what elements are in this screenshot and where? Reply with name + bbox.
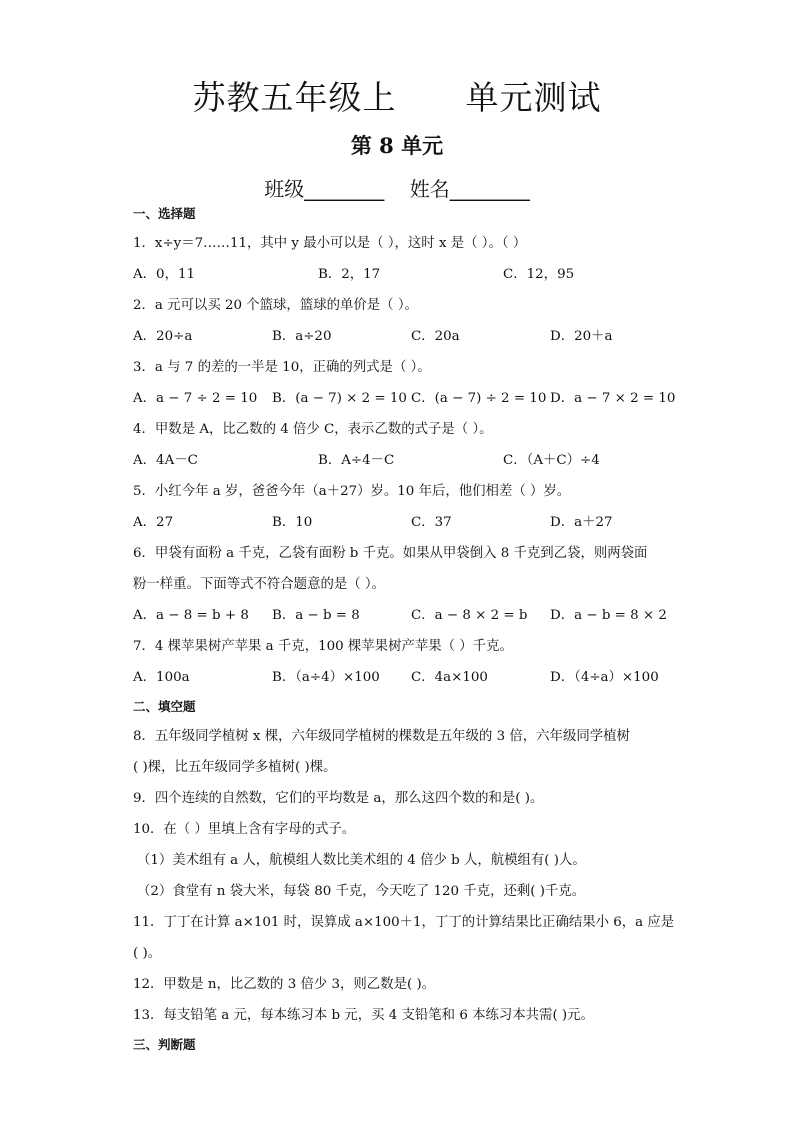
question-7: 7．4 棵苹果树产苹果 a 千克，100 棵苹果树产苹果（ ）千克。 (133, 639, 513, 654)
option-a: A．20÷a (133, 329, 193, 344)
option-b: B．A÷4－C (318, 453, 395, 468)
option-d: D．a＋27 (550, 515, 613, 530)
section-heading-judge: 三、判断题 (133, 1037, 196, 1052)
question-10: 10．在（ ）里填上含有字母的式子。 (133, 822, 356, 837)
option-b: B．a÷20 (272, 329, 332, 344)
question-11-continued: ( )。 (133, 946, 162, 961)
worksheet-content (133, 200, 693, 1059)
question-4: 4．甲数是 A，比乙数的 4 倍少 C，表示乙数的式子是（ ）。 (133, 422, 493, 437)
section-heading-choice: 一、选择题 (133, 206, 196, 221)
question-2: 2．a 元可以买 20 个篮球，篮球的单价是（ ）。 (133, 298, 418, 313)
option-a: A．a − 7 ÷ 2 = 10 (133, 391, 258, 406)
question-11: 11．丁丁在计算 a×101 时，误算成 a×100＋1，丁丁的计算结果比正确结果小 6，a 应是 (133, 915, 675, 930)
option-c: C．4a×100 (411, 670, 488, 685)
option-d: D．a − b = 8 × 2 (550, 608, 667, 623)
option-b: B．a − b = 8 (272, 608, 360, 623)
unit-subtitle: 第 8 单元 (350, 133, 444, 158)
question-7-options (133, 662, 693, 693)
option-c: C．37 (411, 515, 452, 530)
option-a: A．27 (133, 515, 174, 530)
question-13: 13．每支铅笔 a 元，每本练习本 b 元，买 4 支铅笔和 6 本练习本共需( )元。 (133, 1008, 594, 1023)
option-a: A．100a (133, 670, 190, 685)
option-a: A．0，11 (133, 267, 196, 282)
question-6-options (133, 600, 693, 631)
option-c: C．12，95 (503, 267, 575, 282)
section-heading-fill: 二、填空题 (133, 699, 196, 714)
option-b: B．(a − 7) × 2 = 10 (272, 391, 407, 406)
option-c: C．20a (411, 329, 460, 344)
question-4-options (133, 445, 693, 476)
page-title: 苏教五年级上 单元测试 (192, 78, 602, 117)
option-d: D．a − 7 × 2 = 10 (550, 391, 676, 406)
question-9: 9．四个连续的自然数，它们的平均数是 a，那么这四个数的和是( )。 (133, 791, 544, 806)
question-6: 6．甲袋有面粉 a 千克，乙袋有面粉 b 千克。如果从甲袋倒入 8 千克到乙袋，则两袋面 (133, 546, 648, 561)
question-5-options (133, 507, 693, 538)
question-12: 12．甲数是 n，比乙数的 3 倍少 3，则乙数是( )。 (133, 977, 436, 992)
question-2-options (133, 321, 693, 352)
option-b: B．10 (272, 515, 313, 530)
option-a: A．a − 8 = b + 8 (133, 608, 249, 623)
question-8-continued: ( )棵，比五年级同学多植树( )棵。 (133, 760, 337, 775)
question-6-continued: 粉一样重。下面等式不符合题意的是（ ）。 (133, 577, 385, 592)
option-c: C．（A＋C）÷4 (503, 453, 600, 468)
question-10-part-1: （1）美术组有 a 人，航模组人数比美术组的 4 倍少 b 人，航模组有( )人。 (137, 853, 586, 868)
question-8: 8．五年级同学植树 x 棵，六年级同学植树的棵数是五年级的 3 倍，六年级同学植树 (133, 729, 630, 744)
question-5: 5．小红今年 a 岁，爸爸今年（a＋27）岁。10 年后，他们相差（ ）岁。 (133, 484, 571, 499)
question-1: 1．x÷y＝7……11，其中 y 最小可以是（ ），这时 x 是（ ）。（ ） (133, 236, 527, 251)
question-3-options (133, 383, 693, 414)
question-3: 3．a 与 7 的差的一半是 10，正确的列式是（ ）。 (133, 360, 431, 375)
option-c: C．(a − 7) ÷ 2 = 10 (411, 391, 547, 406)
class-name-line: 班级________ 姓名________ (264, 177, 530, 201)
option-c: C．a − 8 × 2 = b (411, 608, 528, 623)
option-b: B．（a÷4）×100 (272, 670, 380, 685)
option-d: D．20＋a (550, 329, 613, 344)
question-10-part-2: （2）食堂有 n 袋大米，每袋 80 千克，今天吃了 120 千克，还剩( )千克。 (137, 884, 586, 899)
option-a: A．4A－C (133, 453, 198, 468)
option-b: B．2，17 (318, 267, 381, 282)
option-d: D．（4÷a）×100 (550, 670, 659, 685)
question-1-options (133, 259, 693, 290)
